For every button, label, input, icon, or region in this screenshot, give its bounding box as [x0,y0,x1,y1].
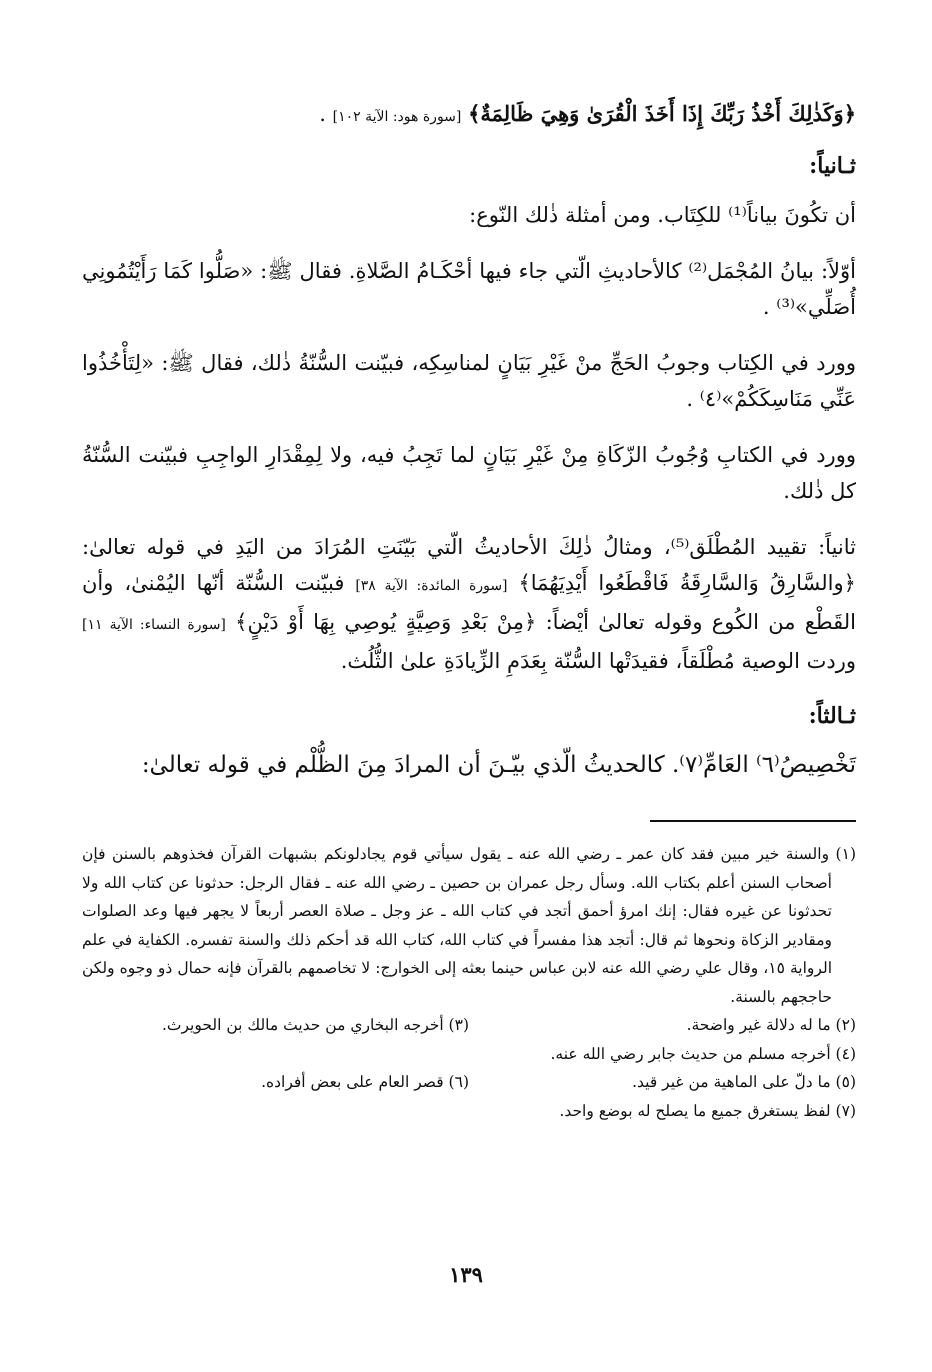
paragraph-mujmal: أوّلاً: بيانُ المُجْمَل⁽²⁾ كالأحاديثِ الّتي جاء فيها أحْكَـامُ الصَّلاةِ. فقال ﷺ: «صَلُّوا كَمَا رَأَيْتُمُونِي أُصَلِّي»⁽³⁾ . [82,259,856,319]
paragraph-mutlaq [82,529,856,679]
verse-paragraph [82,96,856,135]
mutlaq-part-a: ثانياً: تقييد المُطْلَق⁽⁵⁾، ومثالُ ذٰلِكَ الأحاديثُ الّتي بَيّنَتِ المُرَادَ من اليَدِ في قوله تعالىٰ: ﴿والسَّارِقُ وَالسَّارِقَةُ فَاقْطَعُوا أَيْدِيَهُمَا﴾ [82,535,856,595]
footnote-7: (٧) لفظ يستغرق جميع ما يصلح له بوضع واحد. [559,1101,856,1120]
paragraph-takhsis: تَخْصِيصُ⁽٦⁾ العَامِّ⁽٧⁾. كالحديثُ الّذي بيّـنَ أن المرادَ مِنَ الظُّلْم في قوله تعالىٰ: [141,752,856,778]
verse-citation: [سورة هود: الآية ١٠٢] [332,109,462,125]
mutlaq-part-b: فبيّنت السُّنّة أنّها اليُمْنىٰ، وأن القَطْع من الكُوع وقوله تعالىٰ أيْضاً: ﴿مِنْ بَعْدِ وَصِيَّةٍ يُوصِي بِهَا أَوْ دَيْنٍ﴾ [82,571,856,634]
page-number: ١٣٩ [449,1262,483,1287]
footnote-6: (٦) قصر العام على بعض أفراده. [261,1073,469,1091]
footnote-5: (٥) ما دلّ على الماهية من غير قيد. [632,1073,856,1091]
footnote-2: (٢) ما له دلالة غير واضحة. [686,1016,856,1034]
main-text [82,96,856,803]
footnote-3: (٣) أخرجه البخاري من حديث مالك بن الحويرث. [161,1016,469,1034]
quran-verse: ﴿وَكَذٰلِكَ أَخْذُ رَبِّكَ إِذَا أَخَذَ الْقُرَىٰ وَهِيَ ظَالِمَةٌ﴾ [468,101,856,126]
footnote-1: (١) والسنة خير مبين فقد كان عمر ـ رضي الله عنه ـ يقول سيأتي قوم يجادلونكم بشبهات القرآن فخذوهم بالسنن فإن أصحاب السنن أعلم بكتاب الله. وسأل رجل عمران بن حصين ـ رضي الله عنه ـ فقال الرجل: حدثونا عن كتاب الله ولا تحدثونا عن غيره فقال: إنك امرؤ أحمق أتجد في كتاب الله ـ عز وجل ـ صلاة العصر أربعاً لا يجهر فيها وعد الصلوات ومقادير الزكاة ونحوها ثم قال: أتجد هذا مفسراً في كتاب الله، كتاب الله قد أحكم ذلك والسنة تفسره. الكفاية في علم الرواية ١٥، وقال علي رضي الله عنه لابن عباس حينما بعثه إلى الخوارج: لا تخاصمهم بالقرآن فإنه حمال ذو وجوه ولكن حاججهم بالسنة. [82,845,856,1006]
paragraph-intro: أن تكُونَ بياناً⁽¹⁾ للكِتَاب. ومن أمثلة ذٰلك النّوع: [469,203,856,227]
mutlaq-citation-2: [سورة النساء: الآية ١١] [82,617,226,633]
heading-second: ثـانياً: [809,153,856,179]
footnotes [82,840,856,1125]
footnote-4: (٤) أخرجه مسلم من حديث جابر رضي الله عنه. [550,1044,856,1063]
footnote-row-5-6 [82,1068,856,1097]
footnote-divider [650,820,856,822]
mutlaq-part-c: وردت الوصية مُطْلَقاً، فقيدَتْها السُّنّة بِعَدَمِ الزِّيادَةِ علىٰ الثُّلُث. [340,649,856,673]
verse-end: . [319,102,326,126]
mutlaq-citation-1: [سورة المائدة: الآية ٣٨] [355,578,508,594]
footnote-row-2-3 [82,1011,856,1040]
paragraph-hajj: وورد في الكِتاب وجوبُ الحَجِّ منْ غَيْرِ بَيَانٍ لمناسِكِه، فبيّنت السُّنّةُ ذٰلك، فقال ﷺ: «لِتَأْخُذُوا عَنِّي مَنَاسِكَكُمْ»⁽٤⁾ . [82,351,856,411]
paragraph-zakat: وورد في الكتابِ وُجُوبُ الزّكَاةِ مِنْ غَيْرِ بَيَانٍ لما تَجِبُ فيه، ولا لِمِقْدَارِ الواجِبِ فبيّنت السُّنّةُ كل ذٰلك. [82,443,856,503]
heading-third: ثـالثاً: [808,703,856,729]
